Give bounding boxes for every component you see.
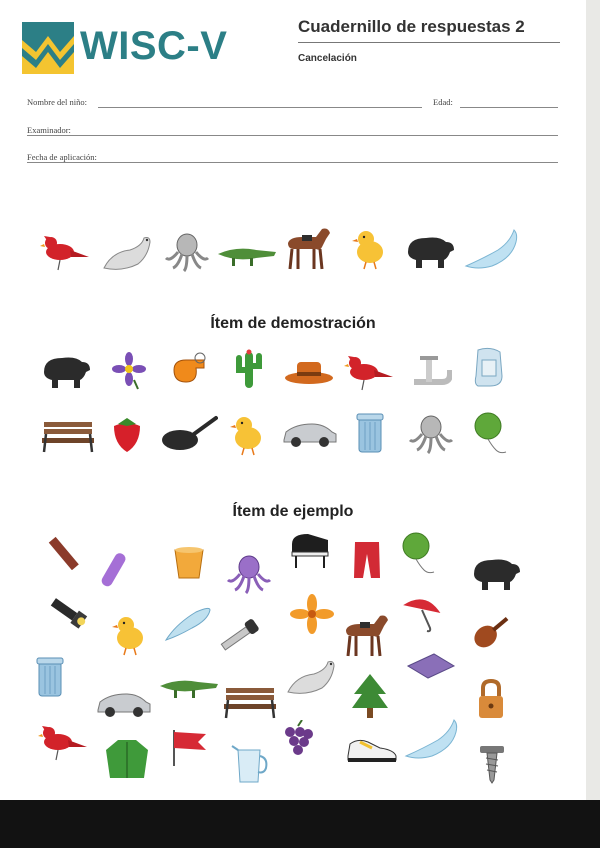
pitcher-icon[interactable] xyxy=(230,744,270,786)
octopus-icon[interactable] xyxy=(164,232,210,272)
cactus-icon[interactable] xyxy=(234,348,264,390)
cardinal-icon[interactable] xyxy=(38,720,88,762)
example-section-title: Ítem de ejemplo xyxy=(232,503,354,520)
saw-icon[interactable] xyxy=(218,616,262,656)
hat-icon[interactable] xyxy=(284,356,334,386)
balloon-icon[interactable] xyxy=(400,530,436,576)
umbrella-icon[interactable] xyxy=(400,592,442,634)
bear-icon[interactable] xyxy=(404,230,456,270)
examiner-field[interactable] xyxy=(27,135,558,136)
scan-margin xyxy=(0,800,600,848)
piano-icon[interactable] xyxy=(288,530,332,570)
date-label: Fecha de aplicación: xyxy=(27,152,97,162)
screw-icon[interactable] xyxy=(478,744,506,784)
jacket-icon[interactable] xyxy=(104,738,150,780)
child-name-field[interactable] xyxy=(98,107,422,108)
padlock-icon[interactable] xyxy=(476,678,506,720)
horse-icon[interactable] xyxy=(282,225,334,271)
bear-icon[interactable] xyxy=(40,350,92,390)
demo-section-title: Ítem de demostración xyxy=(210,315,376,332)
trash-can-icon[interactable] xyxy=(356,412,384,454)
car-icon[interactable] xyxy=(96,688,152,720)
flag-icon[interactable] xyxy=(170,728,210,768)
child-name-label: Nombre del niño: xyxy=(27,97,87,107)
frying-pan-icon[interactable] xyxy=(160,414,218,454)
lily-icon[interactable] xyxy=(290,594,334,634)
seal-icon[interactable] xyxy=(286,656,338,696)
age-field[interactable] xyxy=(460,107,558,108)
cardinal-icon[interactable] xyxy=(40,230,90,272)
crocodile-icon[interactable] xyxy=(216,240,278,270)
chick-icon[interactable] xyxy=(230,414,268,456)
seal-icon[interactable] xyxy=(102,232,154,272)
cardinal-icon[interactable] xyxy=(344,350,394,392)
page-edge xyxy=(586,0,600,800)
bucket-icon[interactable] xyxy=(172,544,206,580)
pants-icon[interactable] xyxy=(352,540,382,580)
title-rule xyxy=(298,42,560,43)
chick-icon[interactable] xyxy=(112,614,150,656)
crayon-icon[interactable] xyxy=(48,530,88,570)
octopus-icon[interactable] xyxy=(408,414,454,454)
tree-icon[interactable] xyxy=(350,672,390,720)
whistle-icon[interactable] xyxy=(170,352,210,388)
crocodile-icon[interactable] xyxy=(158,672,220,702)
bench-icon[interactable] xyxy=(222,684,278,720)
wisc-logo-icon xyxy=(22,22,74,74)
car-seat-icon[interactable] xyxy=(470,346,508,390)
trash-can-icon[interactable] xyxy=(36,656,64,698)
skateboard-icon[interactable] xyxy=(96,550,132,590)
feather-icon[interactable] xyxy=(162,604,214,644)
booklet-title: Cuadernillo de respuestas 2 xyxy=(298,17,525,36)
bench-icon[interactable] xyxy=(40,418,96,454)
dolphin-icon[interactable] xyxy=(404,718,460,762)
bear-icon[interactable] xyxy=(470,552,522,592)
violin-icon[interactable] xyxy=(468,610,514,654)
age-label: Edad: xyxy=(433,97,453,107)
date-field[interactable] xyxy=(27,162,558,163)
chick-icon[interactable] xyxy=(352,228,390,270)
sneaker-icon[interactable] xyxy=(346,734,398,764)
flower-icon[interactable] xyxy=(112,352,146,390)
examiner-label: Examinador: xyxy=(27,125,71,135)
dolphin-icon[interactable] xyxy=(464,228,520,272)
brand-name: WISC-V xyxy=(80,24,228,68)
flashlight-icon[interactable] xyxy=(46,594,88,630)
horse-icon[interactable] xyxy=(340,612,392,658)
grapes-icon[interactable] xyxy=(280,720,316,762)
balloon-icon[interactable] xyxy=(472,410,508,456)
strawberry-icon[interactable] xyxy=(110,414,144,454)
subtest-name: Cancelación xyxy=(298,53,357,64)
faucet-icon[interactable] xyxy=(412,352,452,388)
octopus-icon[interactable] xyxy=(226,554,272,594)
car-icon[interactable] xyxy=(282,418,338,450)
book-icon[interactable] xyxy=(406,652,456,682)
